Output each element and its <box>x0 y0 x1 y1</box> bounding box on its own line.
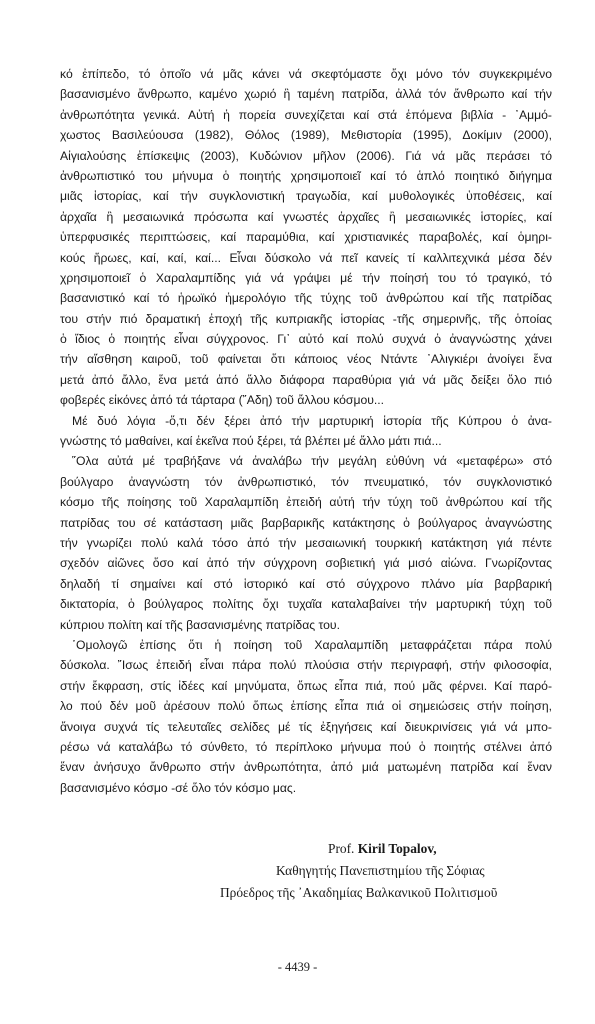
text-line: Αἰγιαλούσης ἐπίσκεψις (2003), Κυδώνιον μῆλον (2006). Γιά νά μᾶς περάσει τό <box>60 148 552 163</box>
text-line: ἀρχαῖα ἢ μεσαιωνικά πρόσωπα καί γνωστές ἀρχαῖες ἢ μεσαιωνικές ἱστορίες, καί <box>60 209 552 224</box>
signature-name: Kiril Topalov, <box>357 841 437 856</box>
text-line: κούς ἥρωες, καί, καί, καί... Εἶναι δύσκολο νά πεῖ κανείς τί καλλιτεχνικά μέσα δέν <box>60 250 552 265</box>
text-line: βασανισμένο κόσμο -σέ ὅλο τόν κόσμο μας. <box>60 780 297 795</box>
text-line: πατρίδας του σέ κατάσταση μιᾶς βαρβαρικῆς κατάκτησης ὁ βούλγαρος ἀναγνώστης <box>60 515 552 530</box>
paragraph <box>60 411 552 452</box>
text-line: ἄνοιγα συχνά τίς τελευταῖες σελίδες μέ τίς ἐξηγήσεις καί διευκρινίσεις γιά νά μπο- <box>60 719 552 734</box>
text-line: ῾Ομολογῶ ἐπίσης ὅτι ἡ ποίηση τοῦ Χαραλαμπίδη μεταφράζεται πάρα πολύ <box>72 637 552 652</box>
paragraph <box>60 635 552 798</box>
text-line: χρησιμοποιεῖ ὁ Χαραλαμπίδης γιά νά γράψει μέ τήν ποίησή του τό τραγικό, τό <box>60 270 552 285</box>
text-line: ἕναν ἀνήσυχο ἄνθρωπο στήν ἀνθρωπότητα, ἀπό μιά ματωμένη πατρίδα καί ἕναν <box>60 760 552 775</box>
text-line: γνώστης τό μαθαίνει, καί ἐκεῖνα πού ξέρει, τά βλέπει μέ ἄλλο μάτι πιά... <box>60 434 442 449</box>
body-text <box>60 64 552 798</box>
text-line: ὁ ἴδιος ὁ ποιητής εἶναι σύγχρονος. Γι᾿ αὐτό καί πολύ συχνά ὁ ἀναγνώστης χάνει <box>60 332 552 347</box>
text-line: ῞Ολα αὐτά μέ τραβήξανε νά ἀναλάβω τήν μεγάλη εὐθύνη νά «μεταφέρω» στό <box>72 454 552 469</box>
text-line: τήν γνωρίζει πολύ καλά τόσο ἀπό τήν μεσαιωνική τουρκική κατάκτηση γιά πέντε <box>60 535 552 550</box>
signature-role-professor: Καθηγητής Πανεπιστημίου τῆς Σόφιας <box>276 863 485 878</box>
text-line: ὑπερφυσικές περιπτώσεις, καί παραμύθια, καί χριστιανικές παραβολές, καί ὁμηρι- <box>60 230 552 245</box>
signature-block <box>200 838 552 904</box>
text-line: δύσκολα. ῎Ισως ἐπειδή εἶναι πάρα πολύ πλούσια στήν περιγραφή, στήν φιλοσοφία, <box>60 658 552 673</box>
text-line: δικτατορία, ὁ βούλγαρος πολίτης ὄχι τυχαῖα καταλαβαίνει τήν μαρτυρική τύχη τοῦ <box>60 597 552 612</box>
text-line: σχεδόν αἰῶνες ὅσο καί ἀπό τήν σύγχρονη σοβιετική γιά μισό αἰώνα. Γνωρίζοντας <box>60 556 552 571</box>
text-line: τήν αἴσθηση καιροῦ, τοῦ φαίνεται ὅτι κάποιος νέος Ντάντε ᾿Αλιγκιέρι ἀνοίγει ἕνα <box>60 352 552 367</box>
paragraph <box>60 64 552 411</box>
text-line: ἀνθρωπιστικό του μήνυμα ὁ ποιητής χρησιμοποιεῖ καί τό ἁπλό ποιητικό διήγημα <box>60 168 552 183</box>
signature-role-president: Πρόεδρος τῆς ᾿Ακαδημίας Βαλκανικοῦ Πολιτισμοῦ <box>220 885 498 900</box>
text-line: δηλαδή τί σημαίνει καί στό ἱστορικό καί στό σύγχρονο πλάνο μία βαρβαρική <box>60 576 552 591</box>
text-line: μετά ἀπό ἄλλο, ἕνα μετά ἀπό ἄλλο διάφορα παραθύρια γιά νά μᾶς δείξει ὅλο πιό <box>60 372 552 387</box>
text-line: του στήν πιό δραματική ἐποχή τῆς κυπριακῆς ἱστορίας -τῆς σημερινῆς, τῆς ὁποίας <box>60 311 552 326</box>
text-line: βούλγαρο ἀναγνώστη τόν ἀνθρωπιστικό, τόν πνευματικό, τόν συγκλονιστικό <box>60 474 552 489</box>
text-line: βασανισμένο ἄνθρωπο, καμένο χωριό ἢ ταμένη πατρίδα, ἀλλά τόν ἄνθρωπο καί τήν <box>60 87 552 102</box>
text-line: φοβερές εἰκόνες ἀπό τά τάρταρα (῞Αδη) τοῦ ἄλλου κόσμου... <box>60 393 385 408</box>
text-line: κύπριου πολίτη καί τῆς βασανισμένης πατρίδας του. <box>60 617 340 632</box>
text-line: Μέ δυό λόγια -ὅ,τι δέν ξέρει ἀπό τήν μαρτυρική ἱστορία τῆς Κύπρου ὁ ἀνα- <box>72 413 552 428</box>
text-line: ρέσω νά καταλάβω τό σύνθετο, τό περίπλοκο μήνυμα πού ὁ ποιητής στέλνει ἀπό <box>60 739 552 754</box>
text-line: κό ἐπίπεδο, τό ὁποῖο νά μᾶς κάνει νά σκεφτόμαστε ὄχι μόνο τόν συγκεκριμένο <box>60 67 552 81</box>
text-line: μιᾶς ἱστορίας, καί τήν συγκλονιστική τραγωδία, καί μυθολογικές ὑποθέσεις, καί <box>60 189 552 204</box>
text-line: στήν ἔκφραση, στίς ἰδέες καί μηνύματα, ὅπως εἶπα πιά, πού μᾶς φέρνει. Καί παρό- <box>60 678 552 693</box>
text-line: βασανιστικό καί τό ἡρωϊκό ἡμερολόγιο τῆς τύχης τοῦ ἀνθρώπου καί τῆς πατρίδας <box>60 291 552 306</box>
text-line: χωστος Βασιλεύουσα (1982), Θόλος (1989), Μεθιστορία (1995), Δοκίμιν (2000), <box>60 128 552 143</box>
signature-prefix: Prof. <box>328 841 358 856</box>
text-line: ἀνθρωπότητα γενικά. Αὐτή ἡ πορεία συνεχίζεται καί στά ἑπόμενα βιβλία - ᾿Αμμό- <box>60 107 552 122</box>
signature-name-line <box>200 838 552 860</box>
text-line: λο πού δέν μοῦ ἀρέσουν πολύ ὅπως ἐπίσης εἶπα πιά οἱ σημειώσεις στήν ποίηση, <box>60 699 552 714</box>
paragraph <box>60 451 552 635</box>
text-line: κόσμο τῆς ποίησης τοῦ Χαραλαμπίδη ἐπειδή αὐτή τήν τύχη τοῦ ἀνθρώπου καί τῆς <box>60 495 552 510</box>
page-number: - 4439 - <box>277 960 318 974</box>
